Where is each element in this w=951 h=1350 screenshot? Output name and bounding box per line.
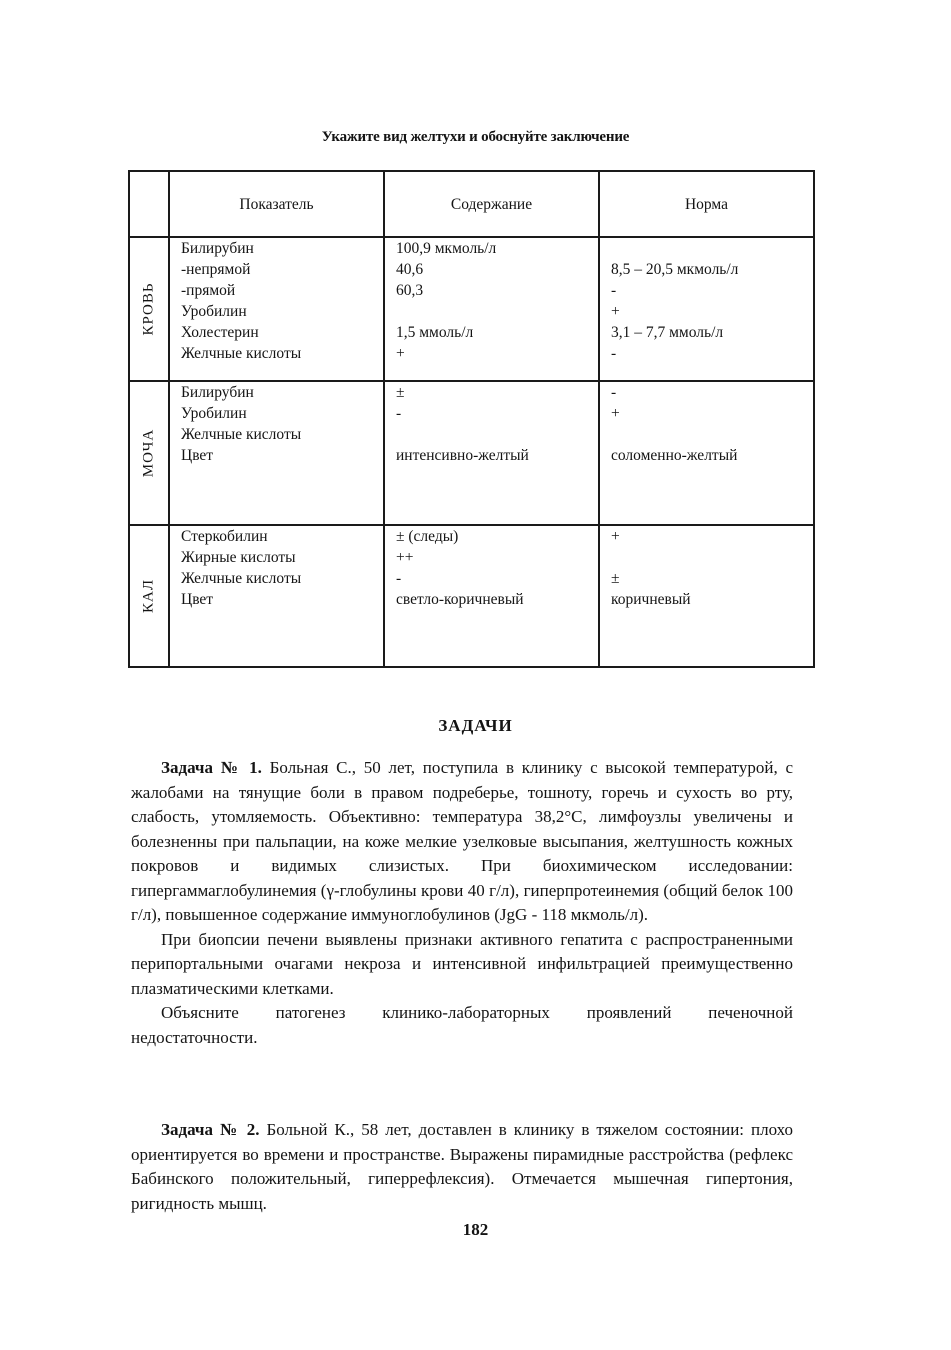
content-value: -	[396, 570, 402, 587]
task-2-paragraph	[131, 1118, 793, 1216]
norm-cell	[599, 525, 814, 667]
section-label-cell	[129, 525, 169, 667]
norm-value: коричневый	[611, 591, 691, 608]
indicator-item: -прямой	[181, 282, 236, 299]
page-number: 182	[462, 1220, 489, 1239]
norm-value: +	[611, 303, 620, 320]
indicator-item: -непрямой	[181, 261, 251, 278]
table-header-row	[129, 171, 814, 237]
norm-value	[611, 547, 813, 568]
content-value: ± (следы)	[396, 528, 459, 545]
task-1-text: Больная С., 50 лет, поступила в клинику с высокой температурой, с жалобами на тянущие боли в правом подреберье, тошноту, горечь и сухость во рту, слабость, утомляемость. Объективно: температура 38,2°С, лимфоузлы увеличены и болезненны при пальпации, на коже мелкие узелковые высыпания, желтушность кожных покровов и видимых слизистых. При биохимическом исследовании: гипергаммаглобулинемия (γ-глобулины крови 40 г/л), гиперпротеинемия (общий белок 100 г/л), повышенное содержание иммуноглобулинов (JgG - 118 мкмоль/л).	[131, 758, 794, 924]
task-1-paragraph	[131, 756, 793, 928]
task-2-text: Больной К., 58 лет, доставлен в клинику в тяжелом состоянии: плохо ориентируется во времени и пространстве. Выражены пирамидные расстройства (рефлекс Бабинского положительный, гиперрефлексия). Отмечается мышечная гипертония, ригидность мышц.	[131, 1120, 794, 1213]
task-1-label: Задача № 1.	[161, 758, 262, 777]
indicator-item: Билирубин	[181, 384, 254, 401]
norm-value: 3,1 – 7,7 ммоль/л	[611, 324, 724, 341]
indicator-item: Цвет	[181, 591, 214, 608]
indicator-item: Желчные кислоты	[181, 345, 302, 362]
indicator-cell	[169, 381, 384, 525]
indicator-item: Уробилин	[181, 303, 247, 320]
norm-value	[611, 238, 813, 259]
header-indicator: Показатель	[169, 171, 384, 237]
norm-value: -	[611, 282, 617, 299]
norm-value: -	[611, 384, 617, 401]
task-1	[131, 756, 793, 1050]
indicator-item: Цвет	[181, 447, 214, 464]
norm-value	[611, 424, 813, 445]
content-cell	[384, 525, 599, 667]
content-value: 1,5 ммоль/л	[396, 324, 474, 341]
table-caption: Укажите вид желтухи и обоснуйте заключение	[321, 129, 630, 145]
indicator-item: Желчные кислоты	[181, 570, 302, 587]
indicator-item: Стеркобилин	[181, 528, 268, 545]
lab-results-table	[128, 170, 815, 668]
indicator-item: Холестерин	[181, 324, 259, 341]
indicator-item: Желчные кислоты	[181, 426, 302, 443]
section-label-cell	[129, 237, 169, 381]
table-row-stool	[129, 525, 814, 667]
content-value: 60,3	[396, 282, 424, 299]
section-label-cell	[129, 381, 169, 525]
task-2	[131, 1118, 793, 1216]
norm-value: +	[611, 528, 620, 545]
section-label-urine: МОЧА	[140, 428, 157, 478]
content-value: +	[396, 345, 405, 362]
norm-value: +	[611, 405, 620, 422]
table-row-blood	[129, 237, 814, 381]
header-content: Содержание	[384, 171, 599, 237]
section-label-stool: КАЛ	[140, 578, 157, 614]
indicator-item: Жирные кислоты	[181, 549, 296, 566]
task-1-paragraph-2: При биопсии печени выявлены признаки активного гепатита с распространенными перипортальными очагами некроза и интенсивной инфильтрацией преимущественно плазматическими клетками.	[131, 929, 793, 998]
content-value: ++	[396, 549, 414, 566]
indicator-cell	[169, 237, 384, 381]
content-value: ±	[396, 384, 405, 401]
norm-value: соломенно-желтый	[611, 447, 738, 464]
content-cell	[384, 381, 599, 525]
content-value: -	[396, 405, 402, 422]
task-1-paragraph-3: Объясните патогенез клинико-лабораторных проявлений печеночной недостаточности.	[131, 1003, 793, 1047]
indicator-item: Уробилин	[181, 405, 247, 422]
task-2-label: Задача № 2.	[161, 1120, 260, 1139]
norm-cell	[599, 381, 814, 525]
header-cell-empty	[129, 171, 169, 237]
norm-value: 8,5 – 20,5 мкмоль/л	[611, 261, 739, 278]
norm-value: -	[611, 345, 617, 362]
content-value: 100,9 мкмоль/л	[396, 240, 497, 257]
section-label-blood: КРОВЬ	[140, 282, 157, 336]
content-value: светло-коричневый	[396, 591, 524, 608]
norm-value: ±	[611, 570, 620, 587]
content-value: 40,6	[396, 261, 424, 278]
header-norm: Норма	[599, 171, 814, 237]
norm-cell	[599, 237, 814, 381]
content-cell	[384, 237, 599, 381]
indicator-cell	[169, 525, 384, 667]
table-row-urine	[129, 381, 814, 525]
section-heading: ЗАДАЧИ	[438, 716, 513, 735]
content-value	[396, 424, 598, 445]
indicator-item: Билирубин	[181, 240, 254, 257]
content-value: интенсивно-желтый	[396, 447, 529, 464]
content-value	[396, 301, 598, 322]
